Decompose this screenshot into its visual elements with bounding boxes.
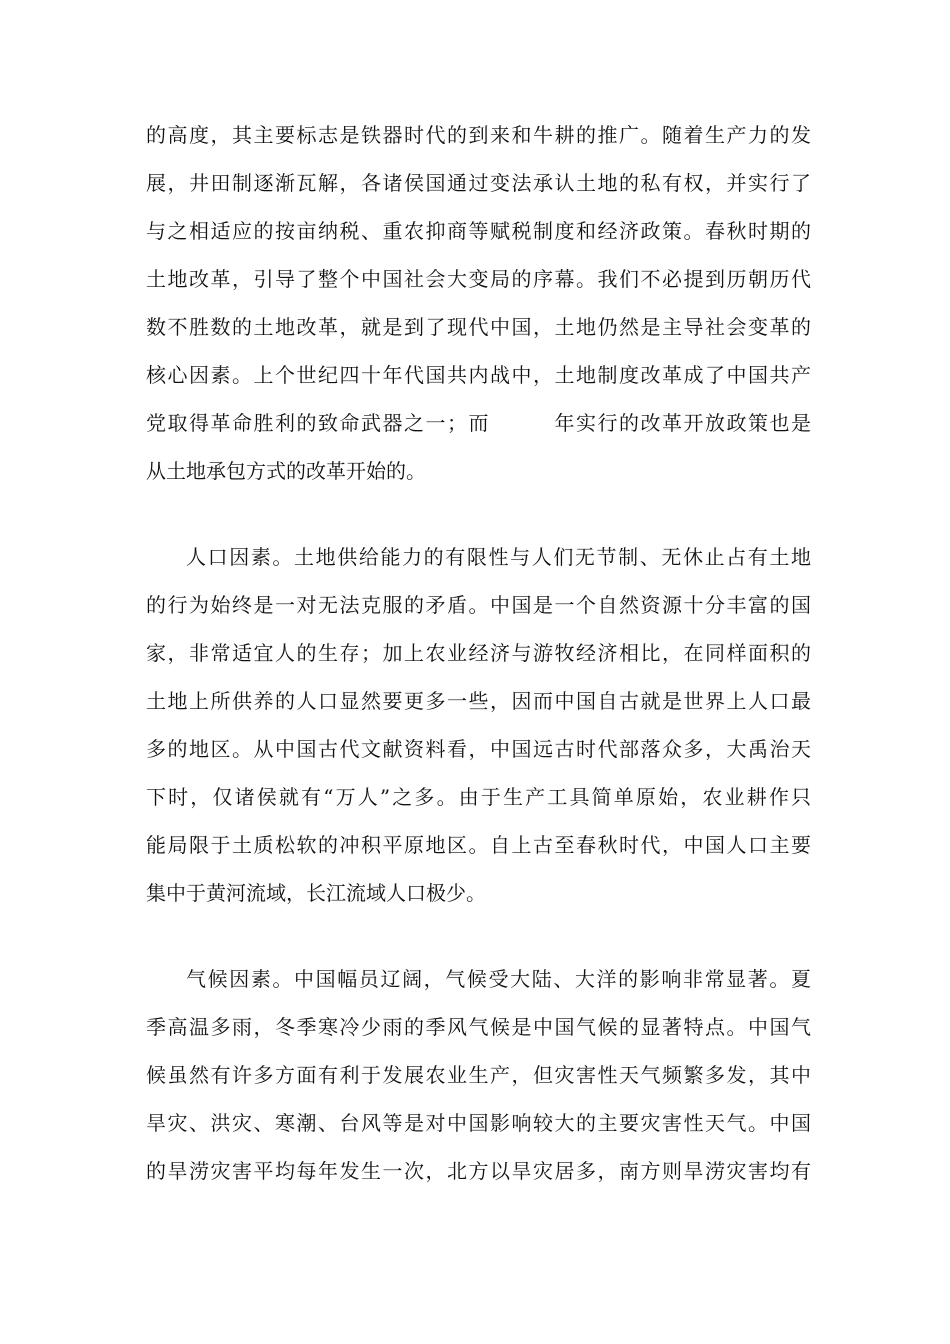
paragraph-population-factor (146, 533, 811, 917)
text-line: 与之相适应的按亩纳税、重农抑商等赋税制度和经济政策。春秋时期的 (146, 219, 811, 243)
text-line: 的行为始终是一对无法克服的矛盾。中国是一个自然资源十分丰富的国 (146, 593, 811, 617)
paragraph-land-reform (146, 111, 811, 495)
text-line: 人口因素。土地供给能力的有限性与人们无节制、无休止占有土地 (186, 545, 811, 569)
text-line: 的旱涝灾害平均每年发生一次，北方以旱灾居多，南方则旱涝灾害均有 (146, 1159, 811, 1183)
text-line: 下时，仅诸侯就有“万人”之多。由于生产工具简单原始，农业耕作只 (146, 785, 811, 809)
text-line: 展，井田制逐渐瓦解，各诸侯国通过变法承认土地的私有权，并实行了 (146, 171, 811, 195)
text-line: 气候因素。中国幅员辽阔，气候受大陆、大洋的影响非常显著。夏 (186, 967, 811, 991)
paragraph-climate-factor (146, 955, 811, 1195)
text-line: 数不胜数的土地改革，就是到了现代中国，土地仍然是主导社会变革的 (146, 315, 811, 339)
text-line: 季高温多雨，冬季寒冷少雨的季风气候是中国气候的显著特点。中国气 (146, 1015, 811, 1039)
text-line: 多的地区。从中国古代文献资料看，中国远古时代部落众多，大禹治天 (146, 737, 811, 761)
text-line: 土地改革，引导了整个中国社会大变局的序幕。我们不必提到历朝历代 (146, 267, 811, 291)
text-line: 家，非常适宜人的生存；加上农业经济与游牧经济相比，在同样面积的 (146, 641, 811, 665)
text-line: 的高度，其主要标志是铁器时代的到来和牛耕的推广。随着生产力的发 (146, 123, 811, 147)
text-line: 从土地承包方式的改革开始的。 (146, 459, 426, 483)
text-line: 能局限于土质松软的冲积平原地区。自上古至春秋时代，中国人口主要 (146, 833, 811, 857)
text-line: 集中于黄河流域，长江流域人口极少。 (146, 881, 486, 905)
text-line: 土地上所供养的人口显然要更多一些，因而中国自古就是世界上人口最 (146, 689, 811, 713)
text-line: 候虽然有许多方面有利于发展农业生产，但灾害性天气频繁多发，其中 (146, 1063, 811, 1087)
text-line: 党取得革命胜利的致命武器之一；而 年实行的改革开放政策也是 (146, 411, 811, 435)
text-line: 核心因素。上个世纪四十年代国共内战中，土地制度改革成了中国共产 (146, 363, 811, 387)
text-line: 旱灾、洪灾、寒潮、台风等是对中国影响较大的主要灾害性天气。中国 (146, 1111, 811, 1135)
